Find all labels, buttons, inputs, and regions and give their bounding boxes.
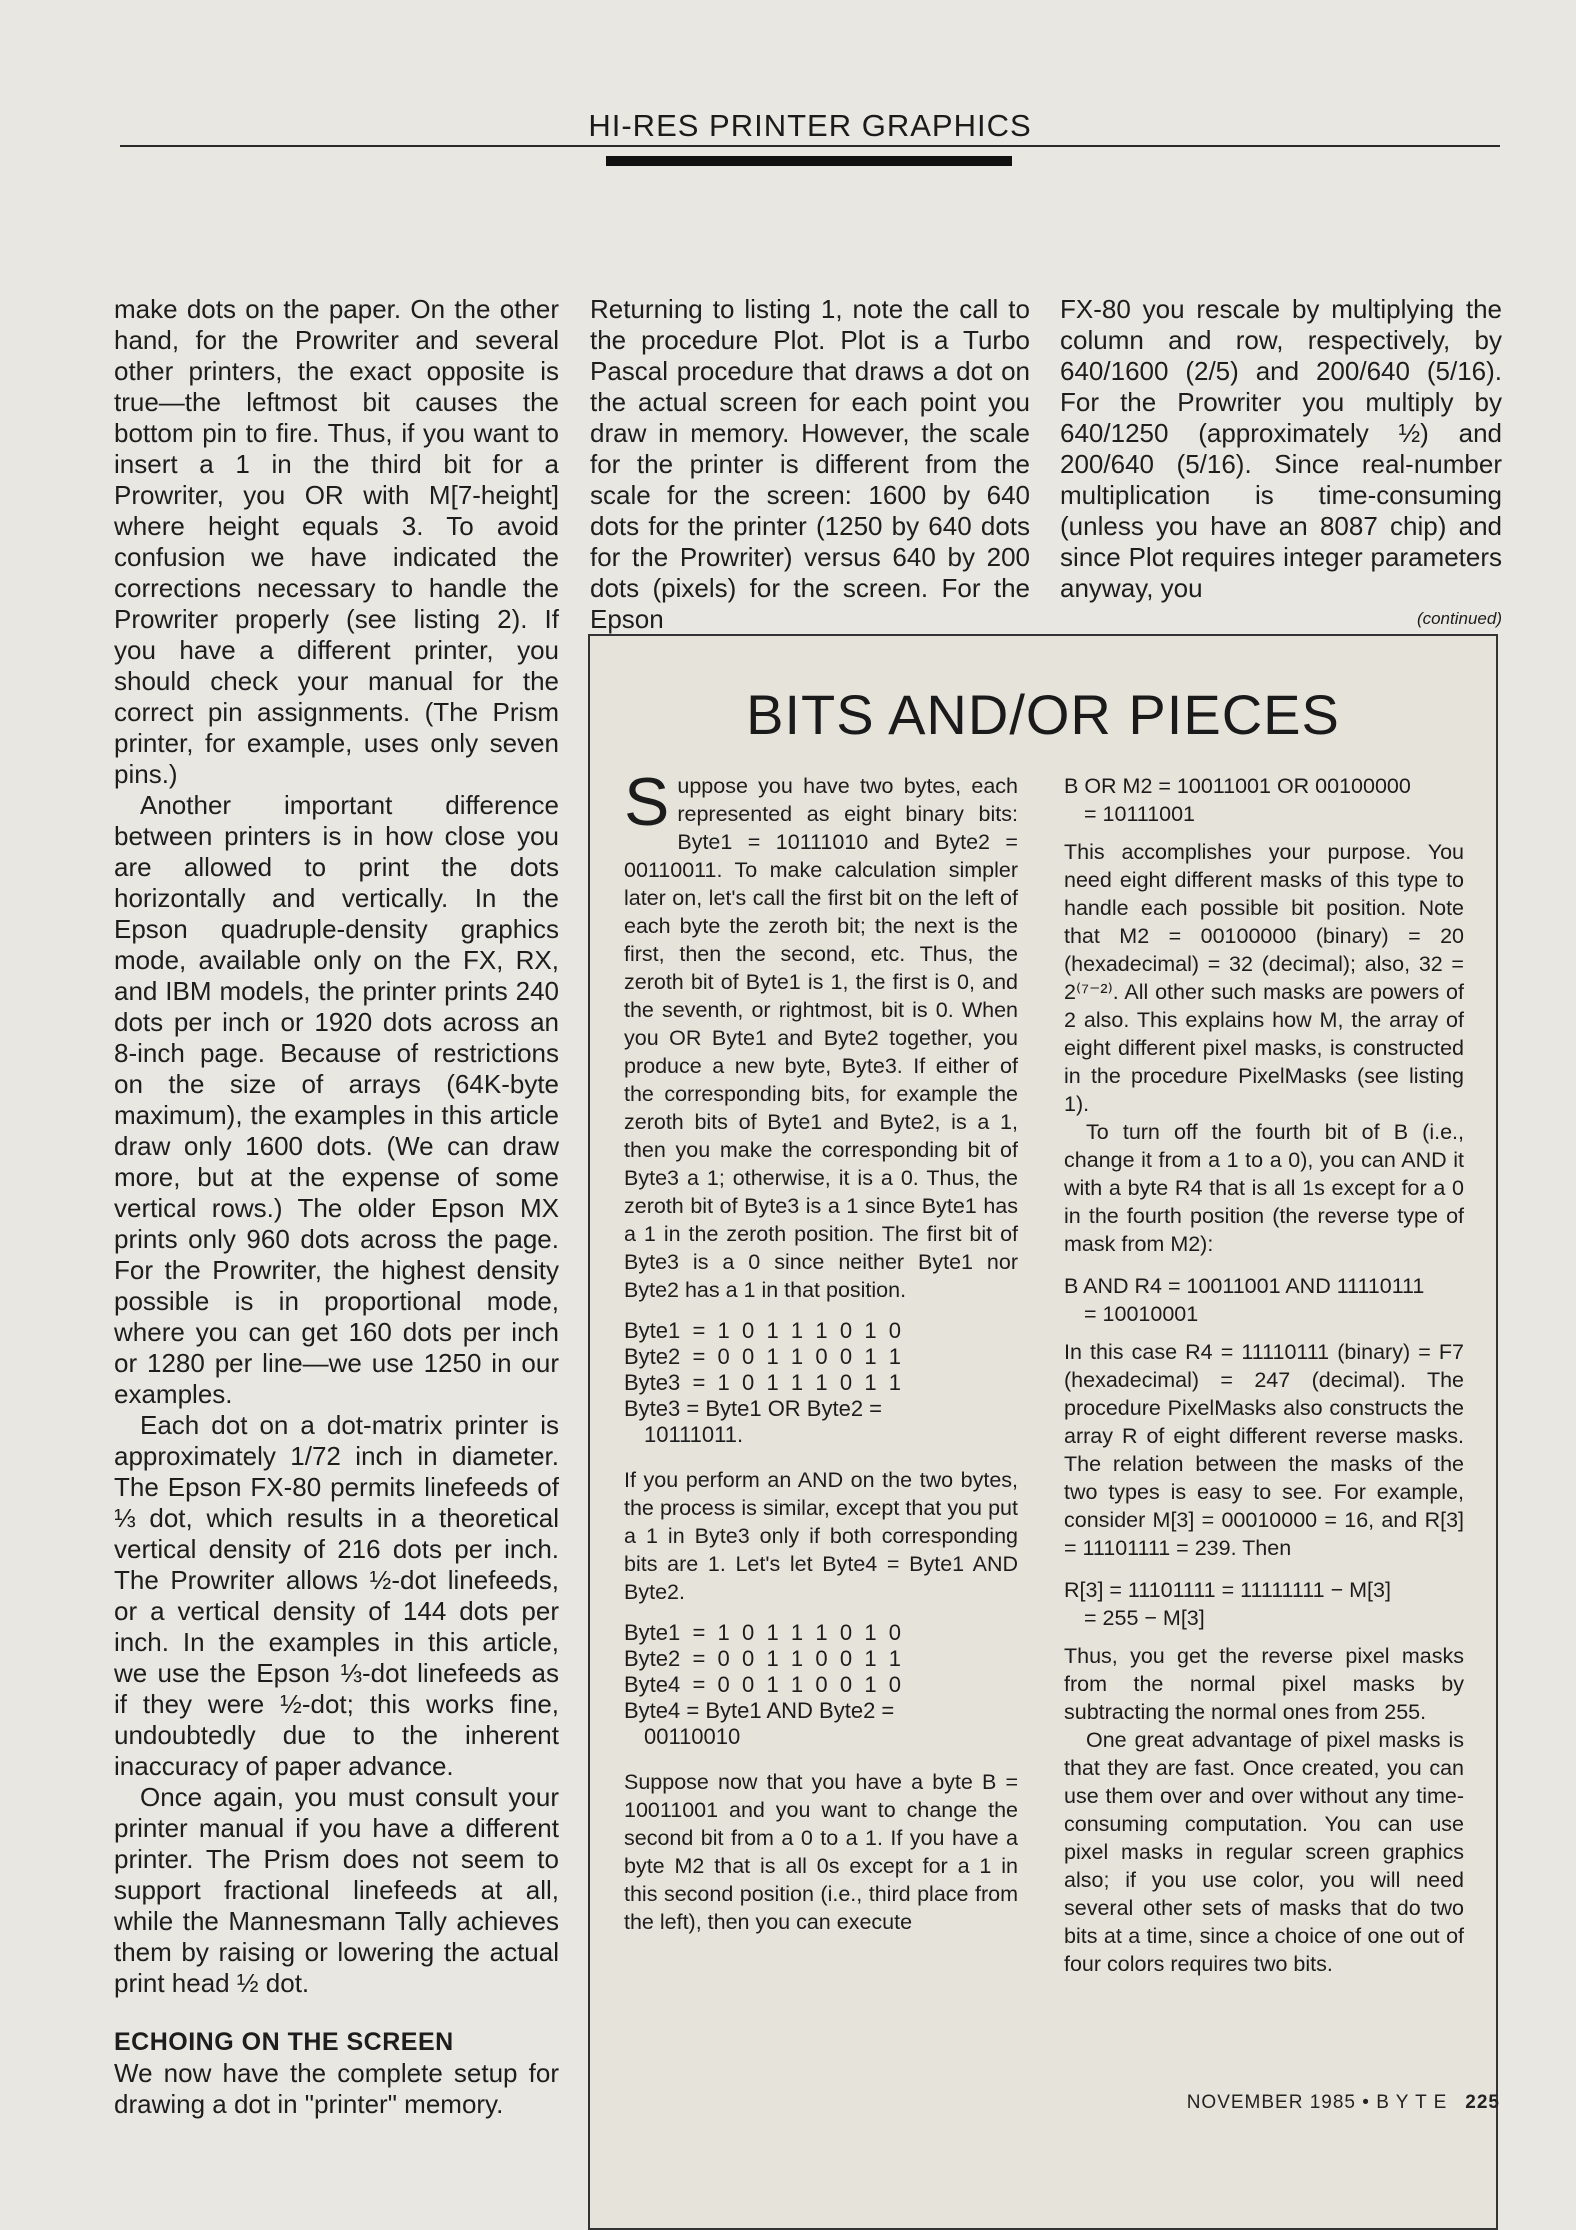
col1-paragraph-5: We now have the complete setup for drawing a dot in "printer" memory. — [114, 2058, 559, 2119]
sidebar-paragraph-7: Thus, you get the reverse pixel masks from the normal pixel masks by subtracting the normal ones from 255. — [1064, 1644, 1464, 1724]
equation-and-line-1: B AND R4 = 10011001 AND 11110111 — [1064, 1274, 1425, 1298]
or-row-byte2: Byte2 = 0 0 1 1 0 0 1 1 — [624, 1344, 902, 1369]
col1-paragraph-1: make dots on the paper. On the other hand, for the Prowriter and several other printers, the exact opposite is true—the leftmost bit causes the bottom pin to fire. Thus, if you want to insert a 1 in the third bit for a Prowriter, you OR with M[7-height] where height equals 3. To avoid confusion we have indicated the corrections necessary to handle the Prowriter properly (see listing 2). If you have a different printer, you should check your manual for the correct pin assignments. (The Prism printer, for example, uses only seven pins.) — [114, 294, 559, 789]
equation-and-line-2: = 10010001 — [1084, 1302, 1199, 1326]
equation-reverse-mask — [1064, 1576, 1464, 1632]
equation-reverse-line-1: R[3] = 11101111 = 11111111 − M[3] — [1064, 1578, 1391, 1602]
equation-or — [1064, 772, 1464, 828]
sidebar-paragraph-3: Suppose now that you have a byte B = 10011001 and you want to change the second bit from a 0 to a 1. If you have a byte M2 that is all 0s except for a 1 in this second position (i.e., third place from the left), then you can execute — [624, 1770, 1018, 1934]
sidebar-left-column — [624, 764, 1018, 1936]
sidebar-paragraph-1-text: uppose you have two bytes, each represented as eight binary bits: Byte1 = 10111010 and Byte2 = 00110011. To make calculation simpler later on, let's call the first bit on the left of each byte the zeroth bit; the next is the first, then the second, etc. Thus, the zeroth bit of Byte1 is 1, the first is 0, and the seventh, or rightmost, bit is 0. When you OR Byte1 and Byte2 together, you produce a new byte, Byte3. If either of the corresponding bits, for example the zeroth bits of Byte1 and Byte2, is a 1, then you make the corresponding bit of Byte3 a 1; otherwise, it is a 0. Thus, the zeroth bit of Byte3 is a 1 since Byte1 has a 1 in the zeroth position. The first bit of Byte3 is a 0 since neither Byte1 nor Byte2 has a 1 in that position. — [624, 774, 1018, 1302]
section-subhead: ECHOING ON THE SCREEN — [114, 2028, 454, 2056]
sidebar-paragraph-2: If you perform an AND on the two bytes, the process is similar, except that you put a 1 in Byte3 only if both corresponding bits are 1. Let's let Byte4 = Byte1 AND Byte2. — [624, 1468, 1018, 1604]
col1-paragraph-3: Each dot on a dot-matrix printer is approximately 1/72 inch in diameter. The Epson FX-80 permits linefeeds of ⅓ dot, which results in a theoretical vertical density of 216 dots per inch. The Prowriter allows ½-dot linefeeds, or a vertical density of 144 dots per inch. In the examples in this article, we use the Epson ⅓-dot linefeeds as if they were ½-dot; this works fine, undoubtedly due to the inherent inaccuracy of paper advance. — [114, 1410, 559, 1781]
running-head: HI-RES PRINTER GRAPHICS — [588, 108, 1032, 143]
column-3 — [1060, 294, 1502, 630]
and-row-byte1: Byte1 = 1 0 1 1 1 0 1 0 — [624, 1620, 902, 1645]
and-row-byte4: Byte4 = 0 0 1 1 0 0 1 0 — [624, 1672, 902, 1697]
or-row-byte3: Byte3 = 1 0 1 1 1 0 1 1 — [624, 1370, 902, 1395]
and-row-byte2: Byte2 = 0 0 1 1 0 0 1 1 — [624, 1646, 902, 1671]
col2-paragraph: Returning to listing 1, note the call to the procedure Plot. Plot is a Turbo Pascal procedure that draws a dot on the actual screen for each point you draw in memory. However, the scale for the printer is different from the scale for the screen: 1600 by 640 dots for the printer (1250 by 640 dots for the Prowriter) versus 640 by 200 dots (pixels) for the screen. For the Epson — [590, 294, 1030, 634]
sidebar-paragraph-4: This accomplishes your purpose. You need eight different masks of this type to handle each possible bit position. Note that M2 = 00100000 (binary) = 20 (hexadecimal) = 32 (decimal); also, 32 = 2⁽⁷⁻²⁾. All other such masks are powers of 2 also. This explains how M, the array of eight different pixel masks, is constructed in the procedure PixelMasks (see listing 1). — [1064, 840, 1464, 1116]
and-table — [624, 1620, 1018, 1750]
equation-reverse-line-2: = 255 − M[3] — [1084, 1606, 1205, 1630]
footer-date-magazine: NOVEMBER 1985 • B Y T E — [1186, 2092, 1448, 2113]
or-result-line-2: 10111011. — [644, 1422, 744, 1447]
or-table — [624, 1318, 1018, 1448]
page-footer — [1150, 2092, 1500, 2114]
or-row-byte1: Byte1 = 1 0 1 1 1 0 1 0 — [624, 1318, 902, 1343]
and-result-line-2: 00110010 — [644, 1724, 741, 1749]
sidebar-paragraph-8: One great advantage of pixel masks is that they are fast. Once created, you can use them over and over without any time-consuming computation. You can use pixel masks in regular screen graphics also; if you use color, you will need several other sets of masks that do two bits at a time, since a choice of one out of four colors requires two bits. — [1064, 1728, 1464, 1976]
column-2 — [590, 294, 1030, 635]
sidebar-paragraph-1 — [624, 764, 1018, 1304]
header-bar — [606, 156, 1012, 166]
continued-label: (continued) — [1416, 609, 1502, 628]
sidebar-paragraph-5: To turn off the fourth bit of B (i.e., change it from a 1 to a 0), you can AND it with a byte R4 that is all 1s except for a 0 in the fourth position (the reverse type of mask from M2): — [1064, 1120, 1464, 1256]
col1-paragraph-2: Another important difference between printers is in how close you are allowed to print the dots horizontally and vertically. In the Epson quadruple-density graphics mode, available only on the FX, RX, and IBM models, the printer prints 240 dots per inch or 1920 dots across an 8-inch page. Because of restrictions on the size of arrays (64K-byte maximum), the examples in this article draw only 1600 dots. (We can draw more, but at the expense of some vertical rows.) The older Epson MX prints only 960 dots across the page. For the Prowriter, the highest density possible is in proportional mode, where you can get 160 dots per inch or 1280 per line—we use 1250 in our examples. — [114, 790, 559, 1409]
sidebar-box — [588, 634, 1498, 2230]
equation-or-line-1: B OR M2 = 10011001 OR 00100000 — [1064, 774, 1411, 798]
col1-paragraph-4: Once again, you must consult your printer manual if you have a different printer. The Prism does not seem to support fractional linefeeds at all, while the Mannesmann Tally achieves them by raising or lowering the actual print head ½ dot. — [114, 1782, 559, 1998]
equation-or-line-2: = 10111001 — [1084, 802, 1195, 826]
col3-paragraph: FX-80 you rescale by multiplying the column and row, respectively, by 640/1600 (2/5) and 200/640 (5/16). For the Prowriter you multiply by 640/1250 (approximately ½) and 200/640 (5/16). Since real-number multiplication is time-consuming (unless you have an 8087 chip) and since Plot requires integer parameters anyway, you — [1060, 294, 1502, 603]
sidebar-title: BITS AND/OR PIECES — [746, 683, 1340, 746]
page-number: 225 — [1465, 2092, 1500, 2113]
column-1 — [114, 294, 559, 2120]
sidebar-right-column — [1064, 772, 1464, 1978]
or-result-line-1: Byte3 = Byte1 OR Byte2 = — [624, 1396, 883, 1421]
drop-cap: S — [624, 764, 670, 840]
equation-and — [1064, 1272, 1464, 1328]
and-result-line-1: Byte4 = Byte1 AND Byte2 = — [624, 1698, 895, 1723]
header-rule — [120, 145, 1500, 147]
sidebar-paragraph-6: In this case R4 = 11110111 (binary) = F7 (hexadecimal) = 247 (decimal). The procedure PixelMasks also constructs the array R of eight different reverse masks. The relation between the masks of the two types is easy to see. For example, consider M[3] = 00010000 = 16, and R[3] = 11101111 = 239. Then — [1064, 1340, 1464, 1560]
